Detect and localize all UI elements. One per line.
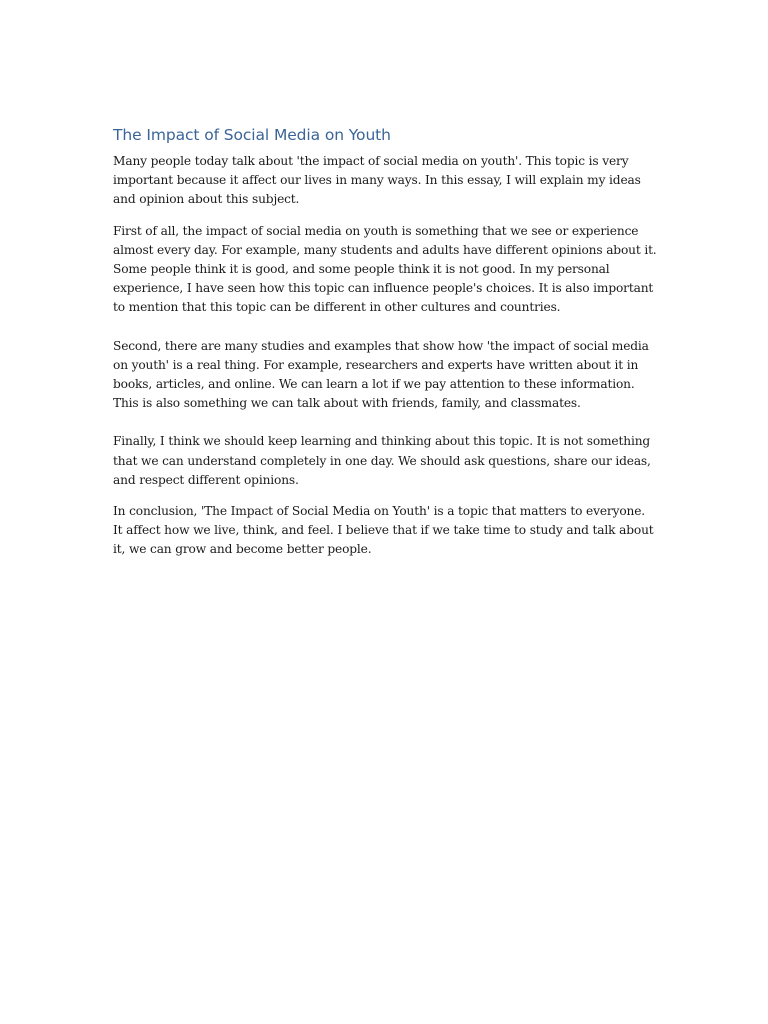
document-body xyxy=(113,124,658,560)
paragraph-first: First of all, the impact of social media on youth is something that we see or experience almost every day. For example, many students and adults have different opinions about it. Some people think it is good, and some people think it is not good. In my personal experience, I have seen how this topic can influence people's choices. It is also important to mention that this topic can be different in other cultures and countries. xyxy=(113,223,657,315)
paragraph-conclusion: In conclusion, 'The Impact of Social Media on Youth' is a topic that matters to everyone. It affect how we live, think, and feel. I believe that if we take time to study and talk about it, we can grow and become better people. xyxy=(113,504,654,557)
paragraph-intro: Many people today talk about 'the impact of social media on youth'. This topic is very important because it affect our lives in many ways. In this essay, I will explain my ideas and opinion about this subject. xyxy=(113,154,641,207)
document-title: The Impact of Social Media on Youth xyxy=(113,126,391,144)
paragraph-second: Second, there are many studies and examples that show how 'the impact of social media on youth' is a real thing. For example, researchers and experts have written about it in books, articles, and online. We can learn a lot if we pay attention to these information. This is also something we can talk about with friends, family, and classmates. xyxy=(113,338,649,411)
paragraph-finally: Finally, I think we should keep learning and thinking about this topic. It is not something that we can understand completely in one day. We should ask questions, share our ideas, and respect different opinions. xyxy=(113,434,651,487)
